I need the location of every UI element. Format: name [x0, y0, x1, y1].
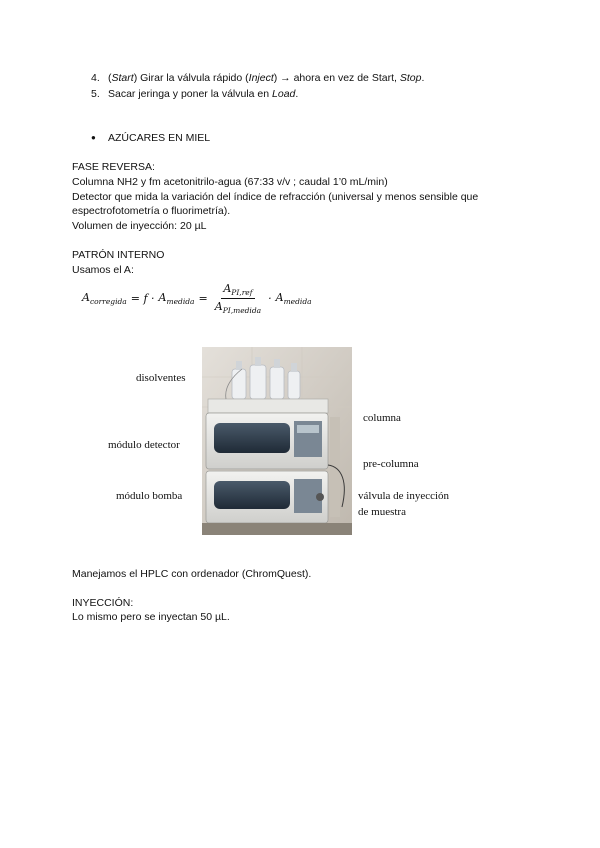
inject-term: Inject: [248, 72, 274, 84]
section-bullet: [91, 131, 210, 145]
hplc-illustration: [202, 347, 352, 535]
label-pre-columna: pre-columna: [363, 458, 419, 470]
fase-line-1: Columna NH2 y fm acetonitrilo-agua (67:33 v/v ; caudal 1’0 mL/min): [72, 176, 388, 188]
fase-line-3: espectrofotometría o fluorimetría).: [72, 205, 231, 217]
section-title: AZÚCARES EN MIEL: [108, 132, 211, 144]
step-4: 4. (Start) Girar la válvula rápido (Inject) → ahora en vez de Start, Stop.: [91, 72, 425, 84]
load-term: Load: [272, 88, 296, 100]
patron-line-1: Usamos el A:: [72, 264, 134, 276]
start-term: Start: [111, 72, 134, 84]
stop-term: Stop: [399, 72, 422, 84]
label-disolventes: disolventes: [136, 372, 186, 384]
formula-fraction: $\frac{A_{PI,ref}}{A_{PI,medida}}$: [214, 282, 262, 315]
bullet-icon: ●: [91, 133, 96, 142]
label-modulo-bomba: módulo bomba: [116, 490, 183, 502]
hplc-line: Manejamos el HPLC con ordenador (ChromQuest).: [72, 568, 312, 580]
step-number: 4.: [91, 72, 100, 84]
hplc-photo: [202, 347, 352, 535]
step-5: 5. Sacar jeringa y poner la válvula en Load.: [91, 88, 299, 100]
label-modulo-detector: módulo detector: [108, 439, 180, 451]
fase-heading: FASE REVERSA:: [72, 161, 155, 173]
inyeccion-heading: INYECCIÓN:: [72, 597, 134, 609]
patron-heading: PATRÓN INTERNO: [72, 249, 165, 261]
fase-line-2: Detector que mida la variación del índice de refracción (universal y menos sensible que: [72, 191, 479, 203]
step-number: 5.: [91, 88, 100, 100]
inyeccion-line-1: Lo mismo pero se inyectan 50 µL.: [72, 611, 230, 623]
label-columna: columna: [363, 412, 401, 424]
label-valvula-line-2: de muestra: [358, 506, 406, 518]
correction-formula: $A_{corregida}$ = f · $A_{medida}$ = $\frac{A_{PI,ref}}{A_{PI,medida}}$ · $A_{medida}$: [82, 282, 312, 315]
fase-line-4: Volumen de inyección: 20 µL: [72, 220, 207, 232]
label-valvula-line-1: válvula de inyección: [358, 490, 450, 502]
